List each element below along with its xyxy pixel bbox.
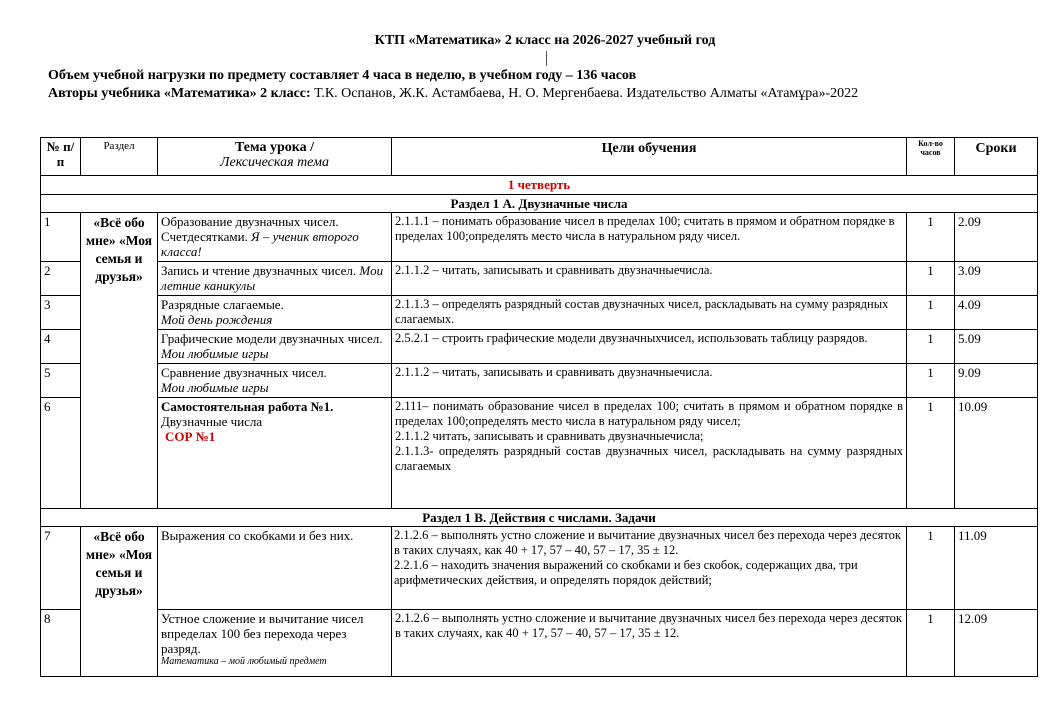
header-dates: Сроки [955,138,1038,176]
topic-cell: Разрядные слагаемые. Мой день рождения [158,296,392,330]
row-num: 8 [41,610,81,677]
header-num: № п/п [41,138,81,176]
hours-cell: 1 [907,527,955,610]
header-razdel: Раздел [81,138,158,176]
goal-cell: 2.1.1.2 – читать, записывать и сравнивать двузначныечисла. [392,262,907,296]
goal-cell: 2.5.2.1 – строить графические модели двузначныхчисел, использовать таблицу разрядов. [392,330,907,364]
razdel-cell: «Всё обо мне» «Моя семья и друзья» [81,527,158,677]
hours-cell: 1 [907,398,955,509]
section-b-title: Раздел 1 В. Действия с числами. Задачи [41,509,1038,527]
hours-cell: 1 [907,364,955,398]
authors-line [48,86,858,102]
ktp-table [40,137,1038,677]
table-row [41,262,1038,296]
razdel-cell: «Всё обо мне» «Моя семья и друзья» [81,213,158,509]
header-goals: Цели обучения [392,138,907,176]
date-cell: 2.09 [955,213,1038,262]
date-cell: 10.09 [955,398,1038,509]
date-cell: 9.09 [955,364,1038,398]
sor-label: СОР №1 [165,429,216,444]
header-row [41,138,1038,176]
table-row [41,296,1038,330]
date-cell: 4.09 [955,296,1038,330]
goal-cell: 2.1.2.6 – выполнять устно сложение и вычитание двузначных чисел без перехода через десяток в таких случаях, как 40 + 17, 57 – 40, 57 – 17, 35 ± 12. 2.2.1.6 – находить значения выражений со скобками и без скобок, содержащих два, три арифметических действия, и определять порядок действий; [392,527,907,610]
date-cell: 12.09 [955,610,1038,677]
goal-cell: 2.1.2.6 – выполнять устно сложение и вычитание двузначных чисел без перехода через десяток в таких случаях, как 40 + 17, 57 – 40, 57 – 17, 35 ± 12. [392,610,907,677]
goal-cell: 2.111– понимать образование чисел в пределах 100; считать в прямом и обратном порядке в пределах 100;определять место числа в натуральном ряду чисел; 2.1.1.2 читать, записывать и сравнивать двузначныечисла; 2.1.1.3- определять разрядный состав двузначных чисел, раскладывать на сумму разрядных слагаемых [392,398,907,509]
hours-cell: 1 [907,262,955,296]
table-row [41,330,1038,364]
topic-cell: Запись и чтение двузначных чисел. Мои летние каникулы [158,262,392,296]
topic-cell: Устное сложение и вычитание чисел впределах 100 без перехода через разряд. Математика – мой любимый предмет [158,610,392,677]
quarter-label: 1 четверть [41,176,1038,195]
table-row [41,213,1038,262]
text-cursor [546,51,547,66]
authors-label: Авторы учебника «Математика» 2 класс: [48,86,311,101]
topic-cell: Образование двузначных чисел. Счетдесятками. Я – ученик второго класса! [158,213,392,262]
load-line: Объем учебной нагрузки по предмету составляет 4 часа в неделю, в учебном году – 136 часов [48,68,637,83]
hours-cell: 1 [907,330,955,364]
row-num: 3 [41,296,81,330]
date-cell: 11.09 [955,527,1038,610]
row-num: 6 [41,398,81,509]
topic-cell: Графические модели двузначных чисел. Мои любимые игры [158,330,392,364]
table-row [41,364,1038,398]
date-cell: 5.09 [955,330,1038,364]
goal-cell: 2.1.1.1 – понимать образование чисел в пределах 100; считать в прямом и обратном порядке в пределах 100;определять место числа в натуральном ряду чисел. [392,213,907,262]
header-hours: Кол-во часов [907,138,955,176]
row-num: 1 [41,213,81,262]
hours-cell: 1 [907,610,955,677]
authors-text: Т.К. Оспанов, Ж.К. Астамбаева, Н. О. Мергенбаева. Издательство Алматы «Атамұра»-2022 [310,86,859,101]
row-num: 2 [41,262,81,296]
hours-cell: 1 [907,296,955,330]
row-num: 7 [41,527,81,610]
header-tema: Тема урока / Лексическая тема [158,138,392,176]
section-a-title: Раздел 1 А. Двузначные числа [41,195,1038,213]
page-title: КТП «Математика» 2 класс на 2026-2027 учебный год [374,33,716,48]
topic-cell: Самостоятельная работа №1. Двузначные числа СОР №1 [158,398,392,509]
topic-cell: Выражения со скобками и без них. [158,527,392,610]
row-num: 4 [41,330,81,364]
goal-cell: 2.1.1.2 – читать, записывать и сравнивать двузначныечисла. [392,364,907,398]
table-row [41,398,1038,509]
topic-cell: Сравнение двузначных чисел. Мои любимые игры [158,364,392,398]
goal-cell: 2.1.1.3 – определять разрядный состав двузначных чисел, раскладывать на сумму разрядных слагаемых. [392,296,907,330]
date-cell: 3.09 [955,262,1038,296]
table-row [41,527,1038,610]
hours-cell: 1 [907,213,955,262]
table-row [41,610,1038,677]
row-num: 5 [41,364,81,398]
